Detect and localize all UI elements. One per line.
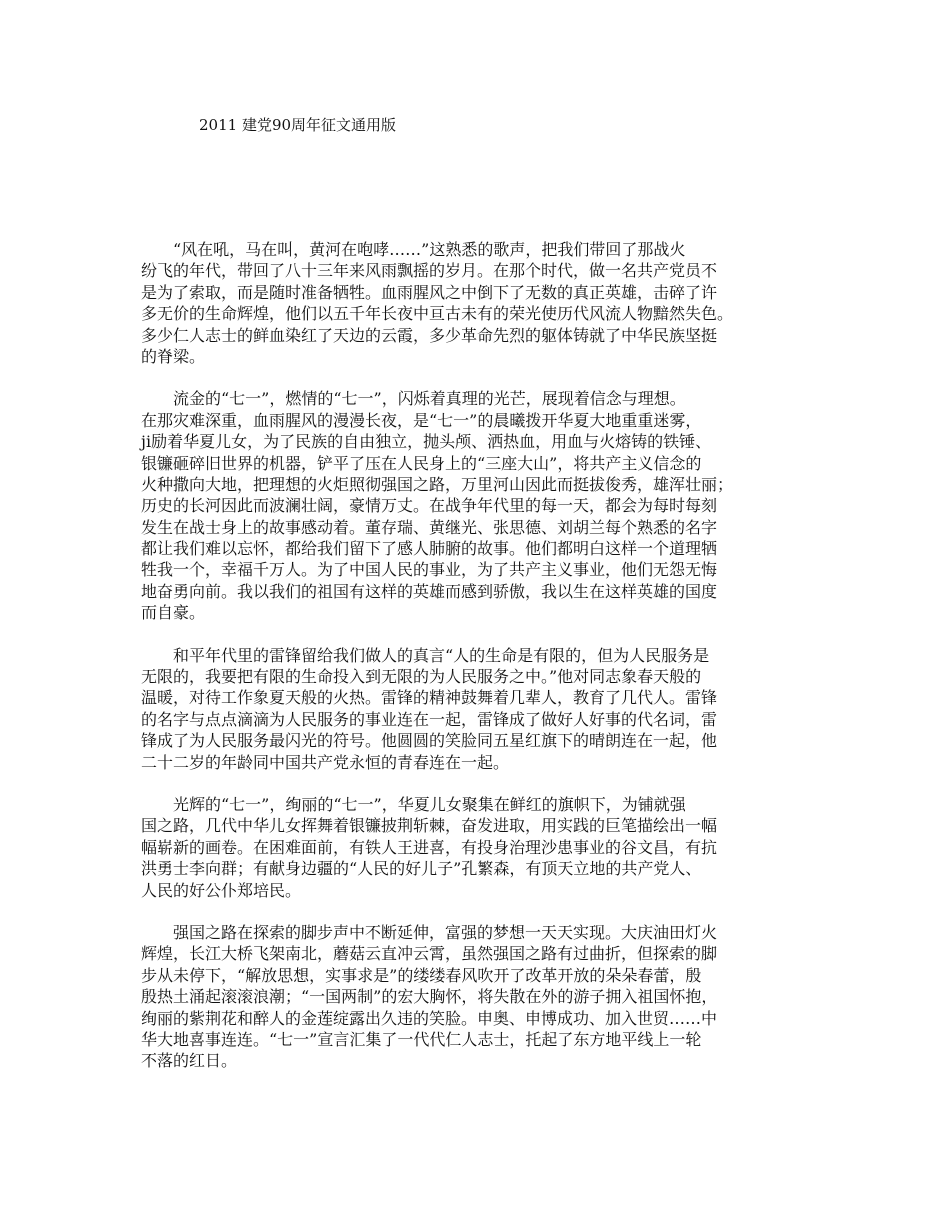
text-line: 纷飞的年代，带回了八十三年来风雨飘摇的岁月。在那个时代，做一名共产党员不 bbox=[141, 261, 718, 281]
text-line: 地奋勇向前。我以我们的祖国有这样的英雄而感到骄傲，我以生在这样英雄的国度 bbox=[141, 581, 718, 601]
paragraph bbox=[141, 239, 811, 367]
text-line: 在那灾难深重，血雨腥风的漫漫长夜，是“七一”的晨曦拨开华夏大地重重迷雾， bbox=[141, 410, 702, 430]
text-line: 历史的长河因此而波澜壮阔，豪情万丈。在战争年代里的每一天，都会为每时每刻 bbox=[141, 496, 718, 516]
text-line: 华大地喜事连连。“七一”宣言汇集了一代代仁人志士，托起了东方地平线上一轮 bbox=[141, 1029, 702, 1049]
text-line: “风在吼，马在叫，黄河在咆哮……”这熟悉的歌声，把我们带回了那战火 bbox=[173, 240, 686, 259]
text-line: 是为了索取，而是随时准备牺牲。血雨腥风之中倒下了无数的真正英雄，击碎了许 bbox=[141, 282, 718, 302]
text-line: 二十二岁的年龄同中国共产党永恒的青春连在一起。 bbox=[141, 752, 510, 772]
text-line: 锋成了为人民服务最闪光的符号。他圆圆的笑脸同五星红旗下的晴朗连在一起，他 bbox=[141, 731, 718, 751]
text-line: 强国之路在探索的脚步声中不断延伸，富强的梦想一天天实现。大庆油田灯火 bbox=[173, 922, 718, 942]
text-line: 都让我们难以忘怀，都给我们留下了感人肺腑的故事。他们都明白这样一个道理牺 bbox=[141, 539, 718, 559]
text-line: 和平年代里的雷锋留给我们做人的真言“人的生命是有限的，但为人民服务是 bbox=[173, 645, 710, 665]
text-line: 国之路，几代中华儿女挥舞着银镰披荆斩棘，奋发进取，用实践的巨笔描绘出一幅 bbox=[141, 816, 718, 836]
text-line: 牲我一个，幸福千万人。为了中国人民的事业，为了共产主义事业，他们无怨无悔 bbox=[141, 560, 718, 580]
text-line: 温暖，对待工作象夏天般的火热。雷锋的精神鼓舞着几辈人，教育了几代人。雷锋 bbox=[141, 688, 718, 708]
text-line: 流金的“七一”，燃情的“七一”，闪烁着真理的光芒，展现着信念与理想。 bbox=[173, 389, 686, 409]
text-line: 人民的好公仆郑培民。 bbox=[141, 880, 302, 900]
text-line: 无限的，我要把有限的生命投入到无限的为人民服务之中。”他对同志象春天般的 bbox=[141, 667, 702, 687]
text-line: 的脊梁。 bbox=[141, 346, 206, 366]
document-title: 2011 建党90周年征文通用版 bbox=[199, 116, 397, 134]
paragraph bbox=[141, 794, 811, 901]
text-line: 幅崭新的画卷。在困难面前，有铁人王进喜，有投身治理沙患事业的谷文昌，有抗 bbox=[141, 837, 718, 857]
text-line: 辉煌，长江大桥飞架南北，蘑菇云直冲云霄，虽然强国之路有过曲折，但探索的脚 bbox=[141, 944, 718, 964]
text-line: 洪勇士李向群；有献身边疆的“人民的好儿子”孔繁森，有顶天立地的共产党人、 bbox=[141, 859, 702, 879]
text-line: 而自豪。 bbox=[141, 603, 206, 623]
text-line: 火种撒向大地，把理想的火炬照彻强国之路，万里河山因此而挺拔俊秀，雄浑壮丽； bbox=[141, 474, 734, 494]
text-line: 殷热土涌起滚滚浪潮；“一国两制”的宏大胸怀，将失散在外的游子拥入祖国怀抱， bbox=[141, 987, 718, 1007]
text-line: 多无价的生命辉煌，他们以五千年长夜中亘古未有的荣光使历代风流人物黯然失色。 bbox=[141, 304, 734, 324]
text-line: 绚丽的紫荆花和醉人的金莲绽露出久违的笑脸。申奥、申博成功、加入世贸……中 bbox=[141, 1008, 718, 1028]
document-body bbox=[141, 239, 811, 1093]
paragraph bbox=[141, 388, 811, 623]
text-line: 银镰砸碎旧世界的机器，铲平了压在人民身上的“三座大山”，将共产主义信念的 bbox=[141, 453, 702, 473]
paragraph bbox=[141, 922, 811, 1072]
text-line: 不落的红日。 bbox=[141, 1051, 238, 1071]
text-line: 多少仁人志士的鲜血染红了天边的云霞，多少革命先烈的躯体铸就了中华民族坚挺 bbox=[141, 325, 718, 345]
text-line: ji励着华夏儿女，为了民族的自由独立，抛头颅、洒热血，用血与火熔铸的铁锤、 bbox=[141, 432, 712, 452]
text-line: 光辉的“七一”，绚丽的“七一”，华夏儿女聚集在鲜红的旗帜下，为铺就强 bbox=[173, 794, 686, 814]
text-line: 发生在战士身上的故事感动着。董存瑞、黄继光、张思德、刘胡兰每个熟悉的名字 bbox=[141, 517, 718, 537]
text-line: 步从未停下，“解放思想，实事求是”的缕缕春风吹开了改革开放的朵朵春蕾，殷 bbox=[141, 965, 702, 985]
text-line: 的名字与点点滴滴为人民服务的事业连在一起，雷锋成了做好人好事的代名词，雷 bbox=[141, 709, 718, 729]
paragraph bbox=[141, 645, 811, 773]
